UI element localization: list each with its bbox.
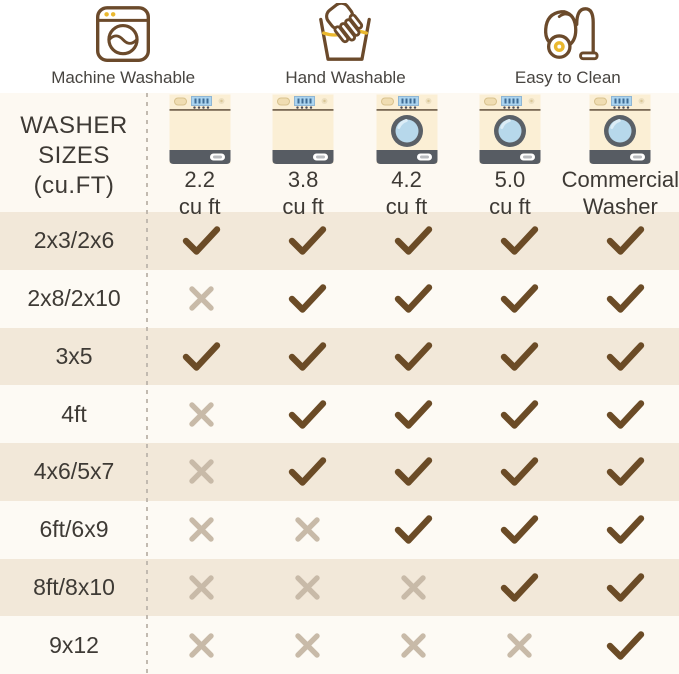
check-icon (254, 283, 360, 314)
check-icon (148, 341, 254, 372)
check-icon (148, 225, 254, 256)
check-icon (360, 341, 466, 372)
feature-badges (0, 0, 679, 93)
check-icon (573, 283, 679, 314)
washer-sizes-header (0, 93, 148, 219)
cross-icon (254, 630, 360, 661)
check-icon (573, 225, 679, 256)
front-load-washer-icon (479, 94, 541, 165)
comparison-table (0, 93, 679, 674)
column-label-line1: 5.0 (494, 167, 526, 192)
cross-icon (254, 572, 360, 603)
row-label: 3x5 (55, 342, 93, 369)
check-icon (360, 456, 466, 487)
column-label-line2: cu ft (178, 194, 221, 220)
column-label-line2: cu ft (282, 194, 324, 220)
cross-icon (148, 572, 254, 603)
row-label: 4x6/5x7 (33, 458, 115, 485)
check-icon (573, 572, 679, 603)
check-icon (254, 456, 360, 487)
table-row-9x12 (0, 616, 679, 674)
cross-icon (148, 514, 254, 545)
check-icon (360, 225, 466, 256)
feature-badge-easy-to-clean (457, 0, 679, 93)
column-header-3.8 (251, 93, 354, 219)
dotted-divider (146, 93, 148, 674)
front-load-washer-icon (589, 94, 651, 165)
feature-badge-hand-washable (234, 0, 456, 93)
feature-label: Easy to Clean (514, 68, 621, 87)
column-label-line1: 3.8 (287, 167, 319, 192)
check-icon (360, 283, 466, 314)
column-label-line1: 4.2 (391, 167, 422, 192)
table-row-6ft-6x9 (0, 501, 679, 559)
row-label: 8ft/8x10 (33, 573, 115, 600)
washer-sizes-header-line3: (cu.FT) (33, 172, 115, 200)
column-label-line2: Washer (582, 194, 658, 220)
feature-label: Machine Washable (51, 68, 196, 87)
cross-icon (148, 630, 254, 661)
column-header-2.2 (148, 93, 251, 219)
check-icon (467, 225, 573, 256)
table-row-4x6-5x7 (0, 443, 679, 501)
check-icon (467, 283, 573, 314)
column-label-line1: 2.2 (184, 167, 215, 192)
cross-icon (360, 572, 466, 603)
washer-sizes-header-line1: WASHER (20, 111, 128, 139)
column-header-4.2 (355, 93, 458, 219)
table-row-8ft-8x10 (0, 559, 679, 617)
table-row-4ft (0, 385, 679, 443)
row-label: 2x8/2x10 (27, 285, 121, 312)
column-label-line2: cu ft (489, 194, 531, 220)
table-body (0, 212, 679, 674)
table-row-2x8-2x10 (0, 270, 679, 328)
front-load-washer-icon (376, 94, 438, 165)
check-icon (467, 514, 573, 545)
check-icon (467, 456, 573, 487)
row-label: 6ft/6x9 (39, 516, 109, 543)
hand-wash-icon (314, 3, 376, 65)
check-icon (360, 514, 466, 545)
table-row-3x5 (0, 328, 679, 386)
check-icon (254, 399, 360, 430)
feature-label: Hand Washable (285, 68, 406, 87)
column-header-commercial (562, 93, 679, 219)
feature-badge-machine-washable (12, 0, 234, 93)
table-header-row (0, 93, 679, 220)
column-header-5.0 (458, 93, 561, 219)
check-icon (254, 341, 360, 372)
column-label-line2: cu ft (385, 194, 428, 220)
check-icon (467, 341, 573, 372)
check-icon (467, 572, 573, 603)
check-icon (573, 514, 679, 545)
check-icon (573, 399, 679, 430)
row-label: 9x12 (49, 631, 99, 658)
cross-icon (254, 514, 360, 545)
table-row-2x3-2x6 (0, 212, 679, 270)
check-icon (573, 456, 679, 487)
check-icon (360, 399, 466, 430)
column-label-line1: Commercial (561, 167, 679, 192)
check-icon (573, 341, 679, 372)
washing-machine-icon (93, 3, 153, 65)
check-icon (573, 630, 679, 661)
washer-sizes-header-line2: SIZES (38, 142, 110, 170)
vacuum-icon (537, 3, 599, 65)
check-icon (254, 225, 360, 256)
cross-icon (467, 630, 573, 661)
row-label: 2x3/2x6 (33, 227, 115, 254)
cross-icon (148, 399, 254, 430)
check-icon (467, 399, 573, 430)
cross-icon (148, 283, 254, 314)
top-load-washer-icon (272, 94, 334, 165)
cross-icon (148, 456, 254, 487)
top-load-washer-icon (169, 94, 231, 165)
cross-icon (360, 630, 466, 661)
row-label: 4ft (61, 400, 87, 427)
